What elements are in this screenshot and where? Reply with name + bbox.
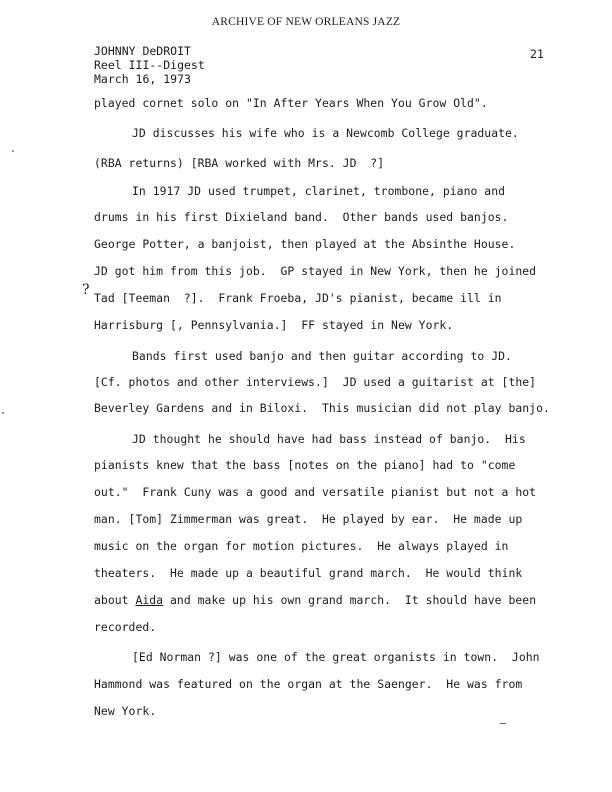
scan-speck: [2, 412, 4, 414]
text-line: In 1917 JD used trumpet, clarinet, trombone, piano and: [132, 184, 506, 198]
text-line: [Ed Norman ?] was one of the great organists in town. John: [132, 650, 540, 664]
text-line: George Potter, a banjoist, then played at the Absinthe House.: [94, 237, 516, 251]
scan-mark: [500, 723, 506, 724]
interviewee-name: JOHNNY DeDROIT: [94, 44, 191, 58]
text-line: man. [Tom] Zimmerman was great. He played by ear. He made up: [94, 512, 523, 526]
text-line: recorded.: [94, 620, 157, 634]
text-line: theaters. He made up a beautiful grand march. He would think: [94, 566, 523, 580]
text-line: New York.: [94, 704, 157, 718]
text-line: (RBA returns) [RBA worked with Mrs. JD ?]: [94, 156, 385, 170]
text-line: music on the organ for motion pictures. He always played in: [94, 539, 509, 553]
text-line: played cornet solo on "In After Years When You Grow Old".: [94, 96, 488, 110]
text-line-aida: [94, 593, 536, 607]
text-line: Harrisburg [, Pennsylvania.] FF stayed in New York.: [94, 318, 454, 332]
text-line: out." Frank Cuny was a good and versatile pianist but not a hot: [94, 485, 537, 499]
text-line: JD discusses his wife who is a Newcomb College graduate.: [132, 126, 519, 140]
text-fragment: about: [94, 593, 136, 607]
text-line: pianists knew that the bass [notes on the piano] had to "come: [94, 458, 516, 472]
text-line: JD thought he should have had bass instead of banjo. His: [132, 432, 526, 446]
text-line: Tad [Teeman ?]. Frank Froeba, JD's pianist, became ill in: [94, 291, 502, 305]
page-title: ARCHIVE OF NEW ORLEANS JAZZ: [211, 16, 401, 28]
scan-speck: [12, 150, 14, 152]
text-line: JD got him from this job. GP stayed in New York, then he joined: [94, 264, 537, 278]
reel-label: Reel III--Digest: [94, 58, 205, 72]
opera-title: Aida: [135, 593, 164, 607]
margin-question-mark: ?: [82, 282, 90, 298]
text-fragment: and make up his own grand march. It should have been: [163, 593, 537, 607]
transcript-header: [94, 44, 205, 86]
interview-date: March 16, 1973: [94, 72, 191, 86]
text-line: Bands first used banjo and then guitar according to JD.: [132, 349, 512, 363]
text-line: drums in his first Dixieland band. Other bands used banjos.: [94, 210, 509, 224]
page-number: 21: [530, 47, 544, 61]
text-line: Hammond was featured on the organ at the Saenger. He was from: [94, 677, 523, 691]
text-line: [Cf. photos and other interviews.] JD used a guitarist at [the]: [94, 375, 537, 389]
text-line: Beverley Gardens and in Biloxi. This musician did not play banjo.: [94, 401, 550, 415]
